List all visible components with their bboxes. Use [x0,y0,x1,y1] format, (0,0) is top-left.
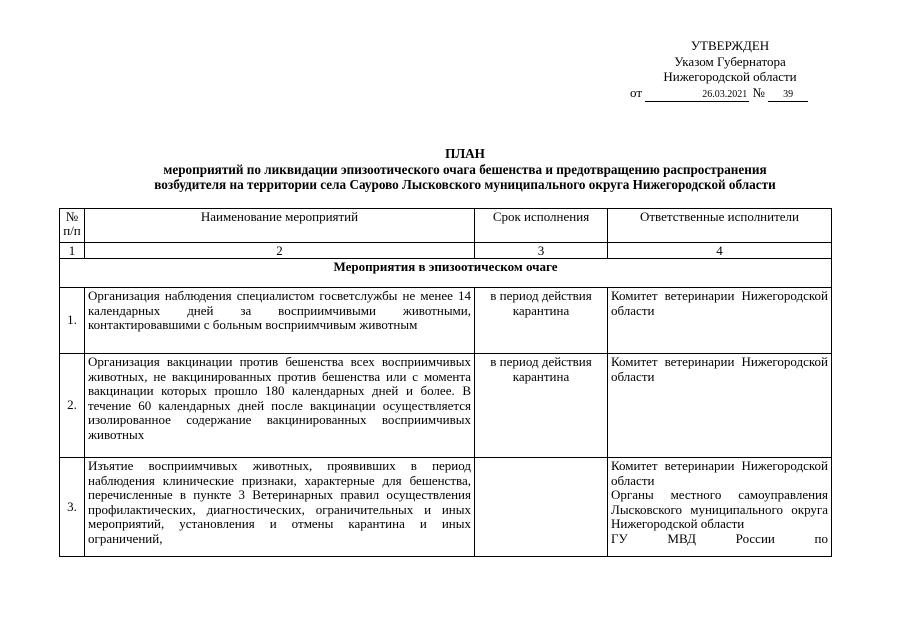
row-responsible: Комитет ветеринарии Нижегородской области [608,288,832,354]
row-term: в период действия карантина [475,354,608,458]
section-row [60,259,832,288]
row-responsible-list [611,459,828,555]
approval-title: УТВЕРЖДЕН [690,38,770,53]
approval-date-line [630,85,830,102]
row-activity: Организация вакцинации против бешенства всех восприимчивых животных, не вакцинированных против бешенства или с момента вакцинации которых прошло 180 календарных дней и более. В течение 60 календарных дней после вакцинации осуществляется изолированное содержание вакцинированных восприимчивых животных [85,354,475,458]
section-title: Мероприятия в эпизоотическом очаге [60,259,832,288]
row-activity: Организация наблюдения специалистом госветслужбы не менее 14 календарных дней за восприимчивыми животными, контактировавшими с больным восприимчивым животным [85,288,475,354]
plan-subtitle-line2: возбудителя на территории села Саурово Лысковского муниципального округа Нижегородской области [154,177,776,192]
column-number: 1 [60,243,85,259]
plan-subtitle-line1: мероприятий по ликвидации эпизоотического очага бешенства и предотвращению распространения [163,161,767,177]
row-responsible-cell [608,458,832,557]
row-responsible: Комитет ветеринарии Нижегородской области [611,459,828,488]
approval-stamp [630,38,830,102]
row-number: 3. [60,458,85,557]
approval-region: Нижегородской области [663,69,797,84]
row-responsible: Комитет ветеринарии Нижегородской области [608,354,832,458]
row-activity-cell [85,458,475,557]
row-number: 2. [60,354,85,458]
row-activity: Изъятие восприимчивых животных, проявивших в период наблюдения клинические признаки, характерные для бешенства, перечисленные в пункте 3 Ветеринарных правил осуществления профилактических, диагностических, ограничительных и иных мероприятий, установления и отмены карантина и иных ограничений, [88,459,471,546]
row-responsible: Органы местного самоуправления Лысковского муниципального округа Нижегородской области [611,487,828,531]
plan-title [60,146,870,193]
approval-number-label: № [752,84,765,100]
column-number: 4 [608,243,832,259]
table-header-row [60,209,832,243]
header-responsible: Ответственные исполнители [608,209,832,243]
row-responsible: ГУ МВД России по [611,530,828,546]
table-row [60,458,832,557]
plan-heading: ПЛАН [445,146,485,161]
row-term: в период действия карантина [475,288,608,354]
approval-from-label: от [630,84,643,100]
approval-date: 26.03.2021 [645,89,749,102]
header-term: Срок исполнения [475,209,608,243]
header-name: Наименование мероприятий [85,209,475,243]
row-number: 1. [60,288,85,354]
plan-table [59,208,832,557]
column-number: 3 [475,243,608,259]
table-row [60,288,832,354]
approval-number: 39 [768,89,808,102]
row-term [475,458,608,557]
column-number: 2 [85,243,475,259]
column-number-row [60,243,832,259]
header-number: № п/п [60,209,85,243]
table-row [60,354,832,458]
approval-decree: Указом Губернатора [674,53,786,69]
